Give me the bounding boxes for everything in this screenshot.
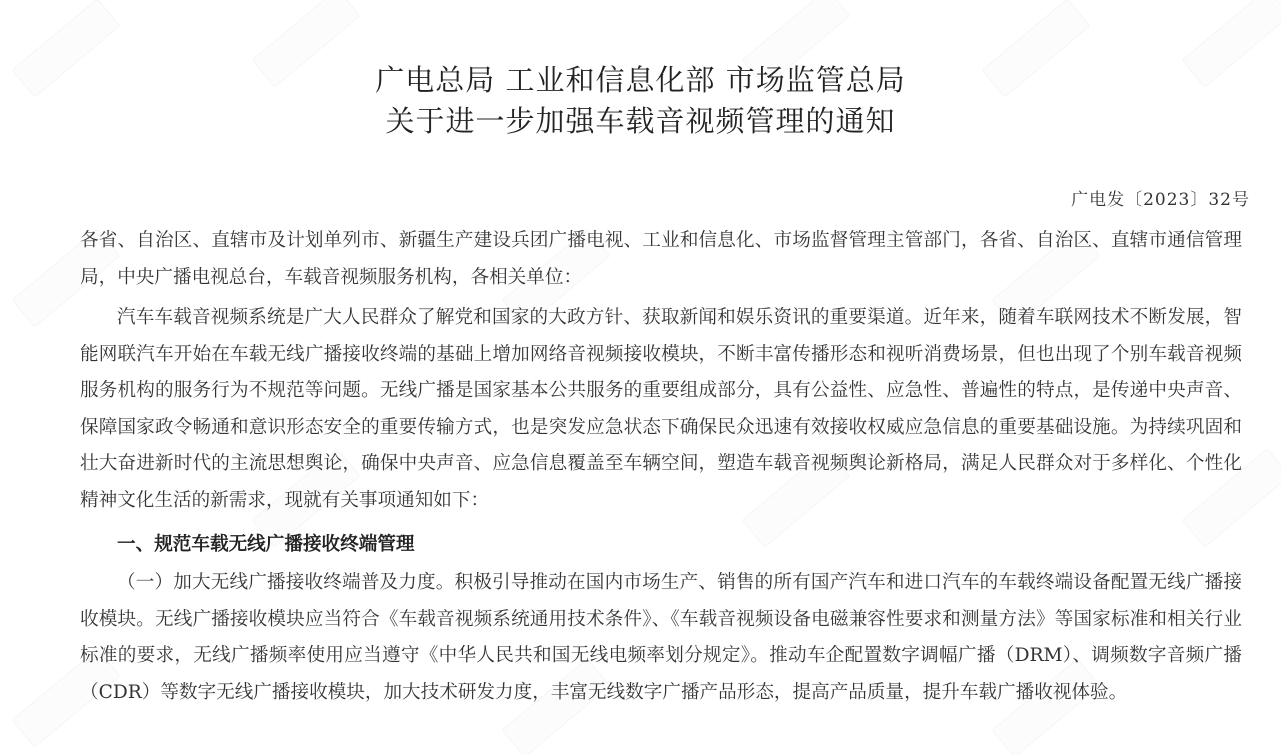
- document-number: 广电发〔2023〕32号: [1071, 190, 1250, 210]
- document-title-subject: 关于进一步加强车载音视频管理的通知: [385, 104, 896, 138]
- item-1-body: 积极引导推动在国内市场生产、销售的所有国产汽车和进口汽车的车载终端设备配置无线广播接收模块。无线广播接收模块应当符合《车载音视频系统通用技术条件》、《车载音视频设备电磁兼容性要求和测量方法》等国家标准和相关行业标准的要求，无线广播频率使用应当遵守《中华人民共和国无线电频率划分规定》。推动车企配置数字调幅广播（DRM）、调频数字音频广播（CDR）等数字无线广播接收模块，加大技术研发力度，丰富无线数字广播产品形态，提高产品质量，提升车载广播收视体验。: [80, 572, 1242, 703]
- intro-paragraph: 汽车车载音视频系统是广大人民群众了解党和国家的大政方针、获取新闻和娱乐资讯的重要渠道。近年来，随着车联网技术不断发展，智能网联汽车开始在车载无线广播接收终端的基础上增加网络音视频接收模块，不断丰富传播形态和视听消费场景，但也出现了个别车载音视频服务机构的服务行为不规范等问题。无线广播是国家基本公共服务的重要组成部分，具有公益性、应急性、普遍性的特点，是传递中央声音、保障国家政令畅通和意识形态安全的重要传输方式，也是突发应急状态下确保民众迅速有效接收权威应急信息的重要基础设施。为持续巩固和壮大奋进新时代的主流思想舆论，确保中央声音、应急信息覆盖至车辆空间，塑造车载音视频舆论新格局，满足人民群众对于多样化、个性化精神文化生活的新需求，现就有关事项通知如下：: [80, 307, 1242, 511]
- section-heading-1: 一、规范车载无线广播接收终端管理: [117, 534, 415, 555]
- addressee-paragraph: 各省、自治区、直辖市及计划单列市、新疆生产建设兵团广播电视、工业和信息化、市场监督管理主管部门，各省、自治区、直辖市通信管理局，中央广播电视总台，车载音视频服务机构，各相关单位：: [80, 230, 1242, 288]
- section-1-item-1: [80, 565, 1242, 711]
- item-1-lead: （一）加大无线广播接收终端普及力度。: [117, 572, 455, 593]
- document-title-issuers: 广电总局 工业和信息化部 市场监管总局: [375, 63, 906, 97]
